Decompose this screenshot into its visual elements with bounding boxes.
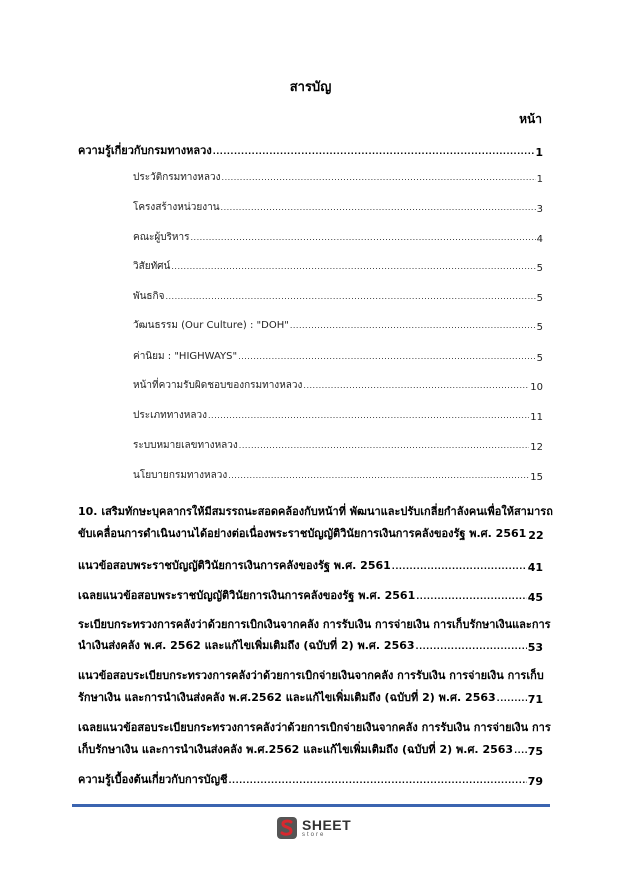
toc-label: นำเงินส่งคลัง พ.ศ. 2562 และแก้ไขเพิ่มเติมถึง (ฉบับที่ 2) พ.ศ. 2563 bbox=[78, 639, 415, 652]
toc-page-number: 53 bbox=[527, 641, 543, 654]
toc-entry[interactable] bbox=[133, 468, 543, 483]
sheet-store-logo bbox=[276, 815, 351, 841]
toc-label: แนวข้อสอบพระราชบัญญัติวินัยการเงินการคลังของรัฐ พ.ศ. 2561 bbox=[78, 559, 391, 572]
toc-label: เก็บรักษาเงิน และการนำเงินส่งคลัง พ.ศ.2562 และแก้ไขเพิ่มเติมถึง (ฉบับที่ 2) พ.ศ. 2563 bbox=[78, 743, 514, 756]
toc-page-number: 45 bbox=[527, 591, 543, 604]
leader-dots bbox=[303, 381, 529, 393]
toc-entry[interactable] bbox=[133, 378, 543, 393]
leader-dots bbox=[213, 147, 535, 159]
toc-entry-line1: แนวข้อสอบระเบียบกระทรวงการคลังว่าด้วยการเบิกจ่ายเงินจากคลัง การรับเงิน การจ่ายเงิน การเก็บ bbox=[78, 669, 544, 682]
toc-page-number: 5 bbox=[536, 263, 543, 274]
toc-entry[interactable] bbox=[78, 636, 543, 654]
toc-entry-line1: เฉลยแนวข้อสอบระเบียบกระทรวงการคลังว่าด้วยการเบิกจ่ายเงินจากคลัง การรับเงิน การจ่ายเงิน การ bbox=[78, 721, 551, 734]
toc-label: นโยบายกรมทางหลวง bbox=[133, 470, 228, 481]
leader-dots bbox=[229, 776, 527, 788]
leader-dots bbox=[165, 292, 535, 304]
toc-entry[interactable] bbox=[78, 586, 543, 604]
leader-dots bbox=[171, 262, 535, 274]
leader-dots bbox=[238, 352, 536, 364]
leader-dots bbox=[222, 173, 536, 185]
leader-dots bbox=[290, 321, 536, 333]
leader-dots bbox=[392, 562, 527, 574]
page-column-header: หน้า bbox=[519, 112, 542, 126]
toc-entry-line1: 10. เสริมทักษะบุคลากรให้มีสมรรถนะสอดคล้องกับหน้าที่ พัฒนาและปรับเกลี่ยกำลังคนเพื่อให้สามารถ bbox=[78, 505, 553, 518]
toc-page-number: 12 bbox=[530, 442, 543, 453]
toc-page-number: 22 bbox=[528, 529, 544, 542]
leader-dots bbox=[416, 592, 526, 604]
toc-page-number: 3 bbox=[536, 204, 543, 215]
toc-entry[interactable] bbox=[78, 688, 543, 706]
toc-entry[interactable] bbox=[78, 770, 543, 788]
toc-page-number: 5 bbox=[536, 322, 543, 333]
logo-sub-text: store bbox=[302, 832, 326, 838]
toc-page-number: 15 bbox=[530, 472, 543, 483]
leader-dots bbox=[221, 203, 536, 215]
toc-label: ค่านิยม : "HIGHWAYS" bbox=[133, 351, 238, 362]
toc-entry[interactable] bbox=[133, 200, 543, 215]
toc-entry[interactable] bbox=[133, 230, 543, 245]
toc-entry[interactable] bbox=[133, 289, 543, 304]
toc-page-number: 1 bbox=[536, 174, 543, 185]
leader-dots bbox=[514, 746, 527, 758]
sheet-logo-icon bbox=[276, 815, 298, 841]
toc-entry-line1: ระเบียบกระทรวงการคลังว่าด้วยการเบิกเงินจากคลัง การรับเงิน การจ่ายเงิน การเก็บรักษาเงินและการ bbox=[78, 618, 551, 631]
toc-page-number: 75 bbox=[527, 745, 543, 758]
toc-page-number: 10 bbox=[530, 382, 543, 393]
leader-dots bbox=[239, 441, 529, 453]
footer-divider bbox=[72, 804, 550, 807]
toc-entry[interactable] bbox=[78, 524, 543, 542]
toc-entry[interactable] bbox=[133, 170, 543, 185]
leader-dots bbox=[416, 642, 527, 654]
toc-entry[interactable] bbox=[133, 349, 543, 364]
toc-page-number: 79 bbox=[527, 775, 543, 788]
toc-label: รักษาเงิน และการนำเงินส่งคลัง พ.ศ.2562 และแก้ไขเพิ่มเติมถึง (ฉบับที่ 2) พ.ศ. 2563 bbox=[78, 691, 496, 704]
toc-page-number: 5 bbox=[536, 353, 543, 364]
toc-label: ความรู้เบื้องต้นเกี่ยวกับการบัญชี bbox=[78, 773, 228, 786]
toc-entry[interactable] bbox=[78, 556, 543, 574]
toc-label: พันธกิจ bbox=[133, 291, 165, 302]
toc-label: เฉลยแนวข้อสอบพระราชบัญญัติวินัยการเงินการคลังของรัฐ พ.ศ. 2561 bbox=[78, 589, 416, 602]
toc-page-number: 1 bbox=[535, 146, 543, 159]
toc-label: ระบบหมายเลขทางหลวง bbox=[133, 440, 238, 451]
leader-dots bbox=[191, 233, 536, 245]
toc-entry[interactable] bbox=[133, 259, 543, 274]
leader-dots bbox=[497, 694, 527, 706]
toc-page-number: 41 bbox=[527, 561, 543, 574]
logo-brand-text: SHEET bbox=[302, 817, 352, 833]
toc-label: คณะผู้บริหาร bbox=[133, 232, 190, 243]
toc-label: ประวัติกรมทางหลวง bbox=[133, 172, 221, 183]
toc-entry[interactable] bbox=[78, 141, 543, 159]
toc-label: ความรู้เกี่ยวกับกรมทางหลวง bbox=[78, 144, 212, 157]
toc-entry[interactable] bbox=[133, 318, 543, 333]
toc-page-number: 4 bbox=[536, 234, 543, 245]
leader-dots bbox=[208, 411, 529, 423]
toc-page-number: 11 bbox=[530, 412, 543, 423]
toc-entry[interactable] bbox=[133, 408, 543, 423]
toc-label: หน้าที่ความรับผิดชอบของกรมทางหลวง bbox=[133, 380, 303, 391]
toc-entry[interactable] bbox=[78, 740, 543, 758]
leader-dots bbox=[228, 471, 529, 483]
toc-page-number: 71 bbox=[527, 693, 543, 706]
toc-label: ประเภททางหลวง bbox=[133, 410, 207, 421]
toc-label: โครงสร้างหน่วยงาน bbox=[133, 202, 220, 213]
page-title: สารบัญ bbox=[289, 80, 332, 95]
toc-label: วิสัยทัศน์ bbox=[133, 261, 171, 272]
toc-label: ขับเคลื่อนการดำเนินงานได้อย่างต่อเนื่องพระราชบัญญัติวินัยการเงินการคลังของรัฐ พ.ศ. 2561 bbox=[78, 527, 527, 540]
toc-label: วัฒนธรรม (Our Culture) : "DOH" bbox=[133, 320, 289, 331]
toc-page-number: 5 bbox=[536, 293, 543, 304]
toc-entry[interactable] bbox=[133, 438, 543, 453]
